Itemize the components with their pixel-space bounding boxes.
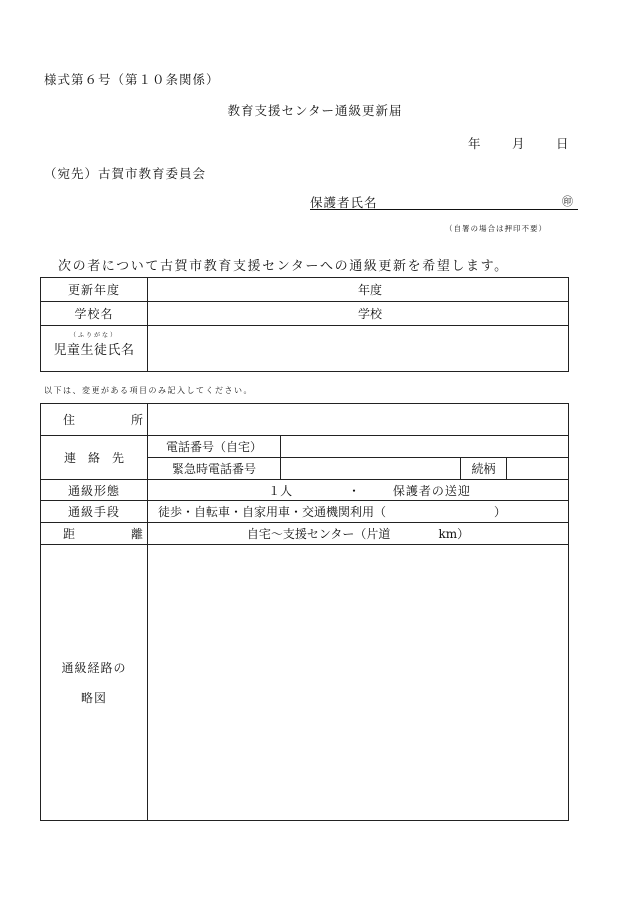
addressee: （宛先）古賀市教育委員会 [44,166,207,181]
transport-options: 徒歩・自転車・自家用車・交通機関利用（ [158,505,387,519]
student-name-ruby: （ふりがな） [69,332,118,339]
phone-home-label: 電話番号（自宅） [148,436,281,458]
school-name-suffix: 学校 [357,307,382,321]
address-field[interactable] [148,404,569,436]
school-name-label: 学校名 [41,302,148,326]
option-guardian-escort[interactable]: 保護者の送迎 [392,483,471,498]
route-map-label-line2: 略図 [80,690,107,705]
transport-close-paren: ） [494,505,507,519]
form-number: 様式第６号（第１０条関係） [44,72,220,87]
address-label: 住 所 [41,404,148,436]
distance-text: 自宅～支援センター（片道 [246,527,391,541]
distance-label: 距 離 [41,523,148,545]
renewal-year-field[interactable] [148,278,569,302]
school-name-field[interactable] [148,302,569,326]
route-map-label-line1: 通級経路の [61,660,127,675]
request-statement: 次の者について古賀市教育支援センターへの通級更新を希望します。 [58,259,509,274]
attendance-type-label: 通級形態 [41,480,148,501]
phone-home-field[interactable] [281,436,569,458]
student-name-label [53,332,135,358]
date-year-label: 年 [468,136,481,151]
emergency-phone-field[interactable] [281,458,461,480]
date-month-label: 月 [512,136,525,151]
transport-label: 通級手段 [41,501,148,523]
relation-field[interactable] [507,458,569,480]
emergency-phone-label: 緊急時電話番号 [148,458,281,480]
renewal-year-label: 更新年度 [41,278,148,302]
route-map-label [41,545,148,821]
student-name-label-cell [41,326,148,372]
option-alone[interactable]: １人 [268,483,293,498]
option-separator: ・ [347,483,360,498]
guardian-name-label: 保護者氏名 [310,195,378,210]
date-day-label: 日 [556,136,569,151]
attendance-type-field[interactable] [148,480,569,501]
distance-unit: km） [438,527,470,541]
renewal-year-suffix: 年度 [357,283,382,297]
form-title: 教育支援センター通級更新届 [227,103,403,118]
student-name-field[interactable] [148,326,569,372]
student-info-table [40,277,569,372]
route-map-field[interactable] [148,545,569,821]
distance-field[interactable] [148,523,569,545]
change-items-table [40,403,569,821]
seal-icon: ㊞ [562,195,573,208]
transport-field[interactable] [148,501,569,523]
contact-label: 連絡先 [41,436,148,480]
change-instructions: 以下は、変更がある項目のみ記入してください。 [44,386,253,395]
seal-note: （自署の場合は押印不要） [445,224,547,233]
student-name-label-text: 児童生徒氏名 [53,343,135,358]
relation-label: 続柄 [461,458,507,480]
